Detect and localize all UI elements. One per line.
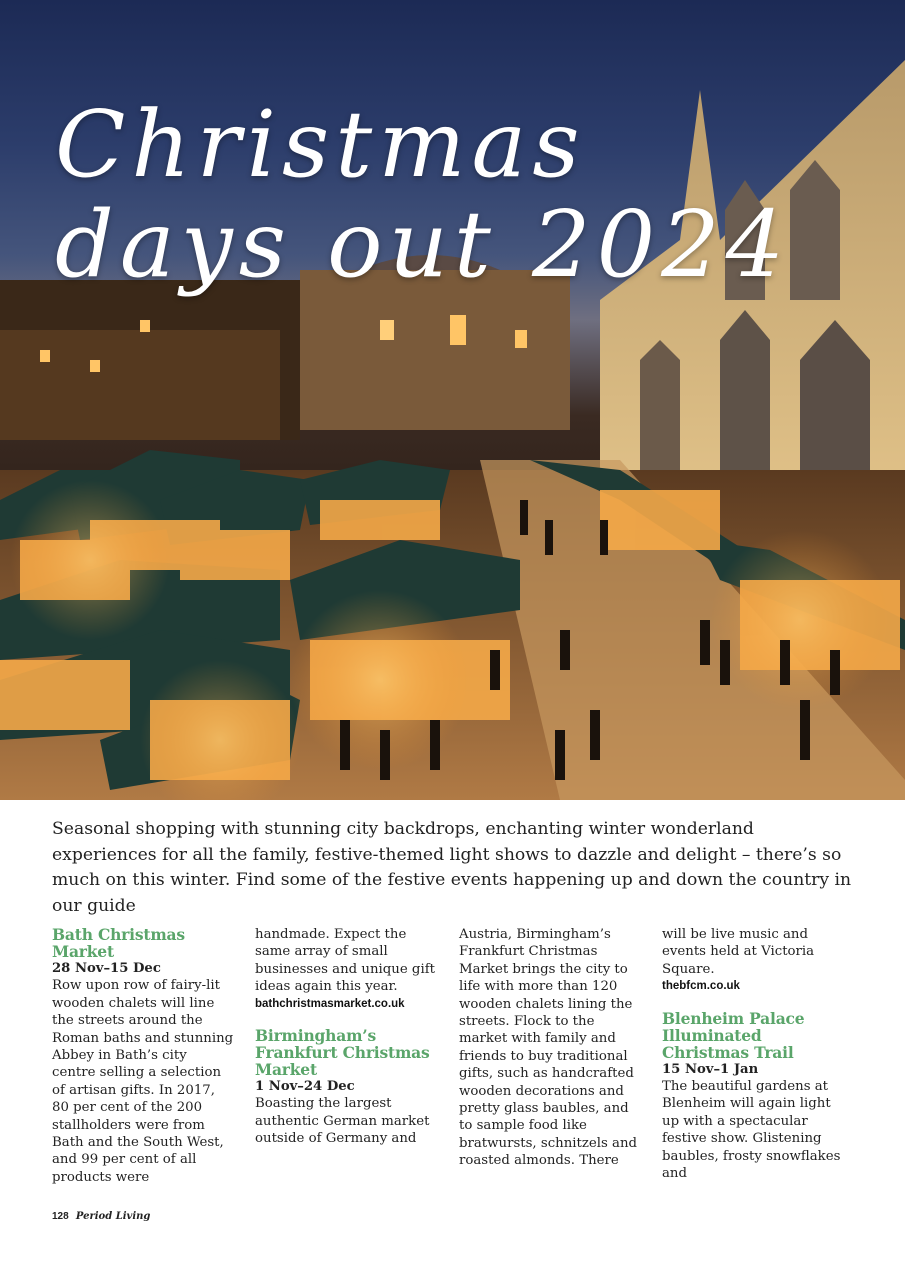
article-body-birmingham-part2: Austria, Birmingham’s Frankfurt Christmas Market brings the city to life with more than 120 wooden chalets lining the streets. Flock to the market with family and friends to buy traditional gifts, such as handcrafted wooden decorations and pretty glass baubles, and to sample food like bratwursts, schnitzels and roasted almonds. There (459, 927, 638, 1169)
article-dates-birmingham: 1 Nov–24 Dec (255, 1079, 355, 1095)
article-heading-bath: Bath Christmas Market (52, 925, 185, 961)
article-body-bath-part1: Row upon row of fairy-lit wooden chalets will line the streets around the Roman baths and stunning Abbey in Bath’s city centre selling a selection of artisan gifts. In 2017, 80 per cent of the 200 stallholders were from Bath and the South West, and 99 per cent of all products were (52, 978, 234, 1185)
page-number: 128 (52, 1211, 69, 1222)
article-body-birmingham-part1: Boasting the largest authentic German market outside of Germany and (255, 1096, 430, 1147)
article-heading-blenheim: Blenheim Palace Illuminated Christmas Trail (662, 1008, 805, 1062)
magazine-name: Period Living (75, 1211, 151, 1222)
article-url-birmingham[interactable]: thebfcm.co.uk (662, 980, 740, 993)
article-body-bath-part2: handmade. Expect the same array of small businesses and unique gift ideas again this year. (255, 927, 435, 995)
column-1 (52, 926, 234, 1186)
article-body-birmingham-part3: will be live music and events held at Victoria Square. (662, 927, 815, 977)
page-footer (52, 1211, 150, 1222)
title-line-1: Christmas (55, 91, 586, 198)
article-url-bath[interactable]: bathchristmasmarket.co.uk (255, 997, 405, 1010)
article-dates-bath: 28 Nov–15 Dec (52, 961, 161, 976)
article-heading-birmingham: Birmingham’s Frankfurt Christmas Market (255, 1026, 430, 1080)
title-line-2: days out 2024 (55, 191, 791, 298)
column-2 (255, 926, 435, 1148)
column-3 (459, 926, 639, 1170)
article-body-blenheim: The beautiful gardens at Blenheim will again light up with a spectacular festive show. Glistening baubles, frosty snowflakes and (662, 1079, 841, 1182)
column-4 (662, 926, 842, 1182)
intro-paragraph: Seasonal shopping with stunning city backdrops, enchanting winter wonderland experiences for all the family, festive-themed light shows to dazzle and delight – there’s so much on this winter. Find some of the festive events happening up and down the country in our guide (52, 819, 852, 916)
article-dates-blenheim: 15 Nov–1 Jan (662, 1061, 759, 1077)
page-title (55, 91, 791, 298)
